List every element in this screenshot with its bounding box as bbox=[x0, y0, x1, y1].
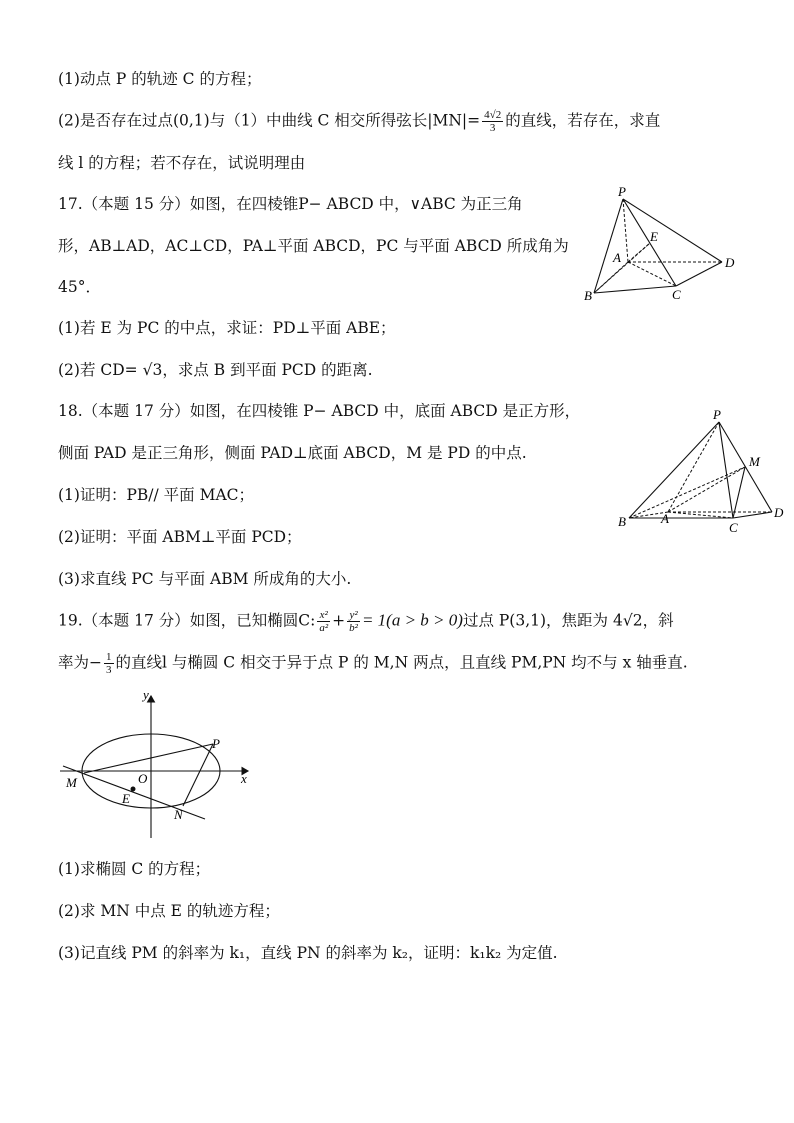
slope-fraction: $\frac{1}{3}$ bbox=[106, 651, 112, 676]
label-b: B bbox=[618, 514, 626, 529]
segment-pn bbox=[183, 744, 213, 806]
q19-part1: (1)求椭圆 C 的方程； bbox=[58, 860, 211, 878]
q17-part1: (1)若 E 为 PC 的中点，求证：PD⊥平面 ABE； bbox=[58, 319, 396, 337]
label-e: E bbox=[650, 229, 658, 244]
edge-ac bbox=[668, 512, 733, 518]
edge-pa bbox=[623, 199, 628, 262]
label-x: x bbox=[241, 771, 247, 786]
q16-part1: (1)动点 P 的轨迹 C 的方程； bbox=[58, 70, 262, 88]
edge-pb bbox=[594, 199, 623, 293]
label-a: A bbox=[613, 250, 621, 265]
label-n: N bbox=[174, 807, 183, 822]
q18-part1: (1)证明：PB// 平面 MAC； bbox=[58, 486, 254, 504]
edge-cd bbox=[676, 262, 722, 286]
edge-pa bbox=[668, 422, 719, 512]
label-d: D bbox=[725, 255, 735, 270]
edge-pd bbox=[719, 422, 772, 512]
line-l bbox=[63, 766, 205, 819]
edge-pb bbox=[629, 422, 719, 518]
edge-cd bbox=[733, 512, 772, 518]
label-b: B bbox=[584, 288, 592, 303]
label-y: y bbox=[143, 688, 149, 702]
edge-pc bbox=[719, 422, 733, 518]
label-d: D bbox=[774, 505, 784, 520]
figure-17-pyramid bbox=[580, 182, 750, 307]
q16-part2-cont: 线 l 的方程；若不存在，试说明理由 bbox=[58, 154, 306, 172]
label-m: M bbox=[749, 454, 760, 469]
label-m: M bbox=[66, 775, 77, 790]
label-p: P bbox=[212, 736, 220, 751]
q18-stem-line2: 侧面 PAD 是正三角形，侧面 PAD⊥底面 ABCD，M 是 PD 的中点. bbox=[58, 444, 527, 462]
label-o: O bbox=[138, 771, 148, 786]
label-e: E bbox=[122, 791, 130, 806]
q16-part2: (2)是否存在过点(0,1)与（1）中曲线 C 相交所得弦长|MN|= $\frac{4√2}{3}$ 的直线，若存在，求直 bbox=[58, 109, 661, 134]
point-e bbox=[131, 787, 136, 792]
q18-part2: (2)证明：平面 ABM⊥平面 PCD； bbox=[58, 528, 302, 546]
segment-am bbox=[668, 467, 745, 512]
q18-part3: (3)求直线 PC 与平面 ABM 所成角的大小. bbox=[58, 570, 352, 588]
q17-stem-line3: 45°． bbox=[58, 278, 101, 296]
label-p: P bbox=[618, 184, 626, 199]
q17-part2: (2)若 CD= √3，求点 B 到平面 PCD 的距离. bbox=[58, 361, 373, 379]
label-a: A bbox=[661, 511, 669, 526]
figure-19-ellipse bbox=[55, 688, 265, 843]
y-term-fraction: $\frac{\text{y²}}{\text{b²}}$ bbox=[349, 609, 358, 634]
q19-part3: (3)记直线 PM 的斜率为 k₁，直线 PN 的斜率为 k₂，证明：k₁k₂ 为定值. bbox=[58, 944, 558, 962]
label-c: C bbox=[729, 520, 738, 535]
q19-stem-line1: 19.（本题 17 分）如图，已知椭圆C: $\frac{\text{x²}}{\text{a²}}$ + $\frac{\text{y²}}{\text{b²}}$ = 1(a > b > 0)过点 P(3,1)，焦距为 4√2，斜 bbox=[58, 609, 674, 634]
q18-stem-line1: 18.（本题 17 分）如图，在四棱锥 P− ABCD 中，底面 ABCD 是正方形， bbox=[58, 402, 581, 420]
edge-pd bbox=[623, 199, 722, 262]
q19-part2: (2)求 MN 中点 E 的轨迹方程； bbox=[58, 902, 280, 920]
q17-stem-line2: 形，AB⊥AD，AC⊥CD，PA⊥平面 ABCD，PC 与平面 ABCD 所成角为 bbox=[58, 237, 569, 255]
q17-stem-line1: 17.（本题 15 分）如图，在四棱锥P− ABCD 中，∨ABC 为正三角 bbox=[58, 195, 523, 213]
segment-mp bbox=[84, 744, 213, 773]
figure-18-pyramid bbox=[612, 405, 792, 535]
segment-mc bbox=[733, 467, 745, 518]
label-p: P bbox=[713, 407, 721, 422]
segment-bm bbox=[629, 467, 745, 518]
x-term-fraction: $\frac{\text{x²}}{\text{a²}}$ bbox=[319, 609, 329, 634]
chord-length-fraction: $\frac{4√2}{3}$ bbox=[484, 109, 502, 134]
edge-bc bbox=[594, 286, 676, 293]
q19-stem-line2: 率为− $\frac{1}{3}$ 的直线l 与椭圆 C 相交于异于点 P 的 M,N 两点，且直线 PM,PN 均不与 x 轴垂直. bbox=[58, 651, 688, 676]
label-c: C bbox=[672, 287, 681, 302]
